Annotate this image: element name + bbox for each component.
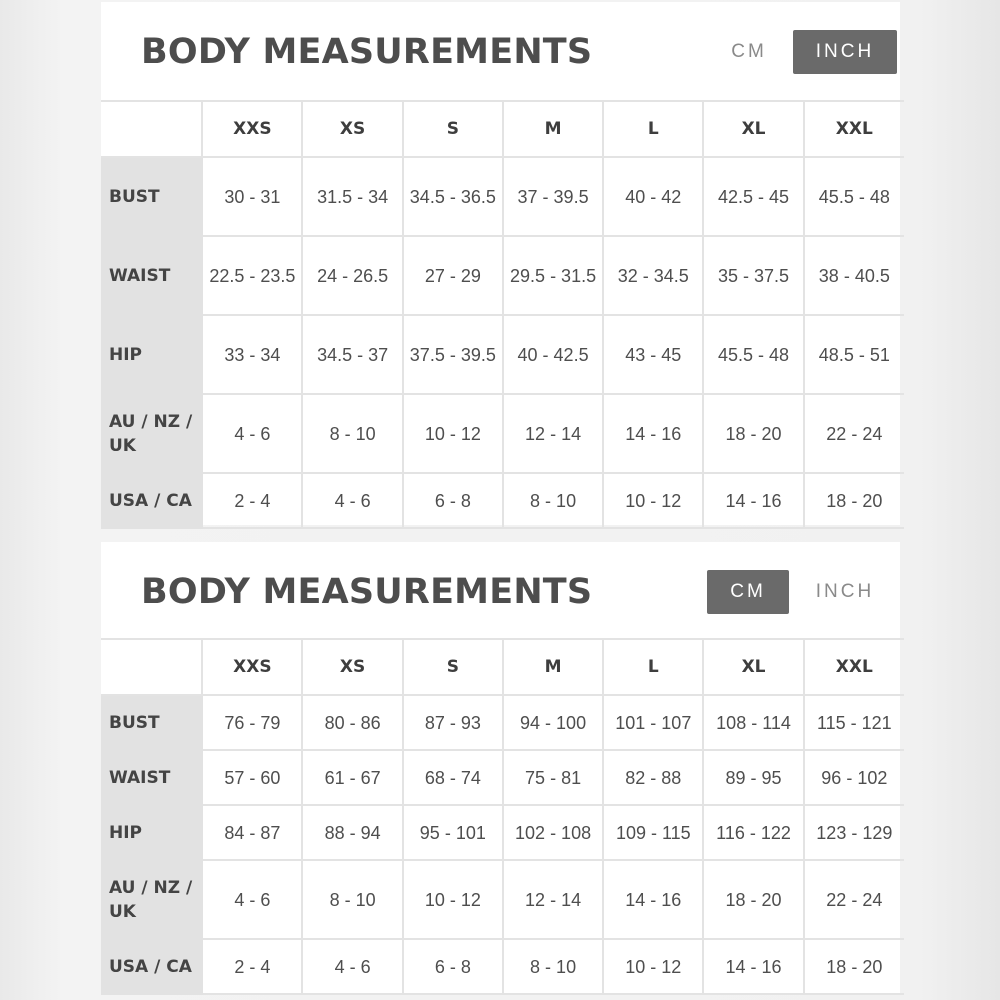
- table-cell: 22 - 24: [804, 860, 904, 939]
- unit-inch-button[interactable]: INCH: [793, 570, 897, 614]
- size-chart-cm: [101, 542, 900, 994]
- table-cell: 8 - 10: [503, 473, 603, 528]
- table-row-usa-ca: [101, 939, 904, 994]
- chart-header: [101, 542, 900, 638]
- table-cell: 76 - 79: [202, 695, 302, 750]
- table-cell: 84 - 87: [202, 805, 302, 860]
- row-label-au-nz-uk: AU / NZ / UK: [101, 860, 202, 939]
- table-cell: 42.5 - 45: [703, 157, 803, 236]
- size-header-xs: XS: [302, 101, 402, 157]
- table-row-waist: [101, 236, 904, 315]
- table-cell: 94 - 100: [503, 695, 603, 750]
- table-cell: 4 - 6: [202, 394, 302, 473]
- table-cell: 14 - 16: [703, 939, 803, 994]
- chart-title: BODY MEASUREMENTS: [141, 32, 593, 72]
- size-header-xl: XL: [703, 101, 803, 157]
- size-header-xxs: XXS: [202, 101, 302, 157]
- row-label-bust: BUST: [101, 157, 202, 236]
- table-cell: 75 - 81: [503, 750, 603, 805]
- size-header-xs: XS: [302, 639, 402, 695]
- table-cell: 96 - 102: [804, 750, 904, 805]
- table-cell: 38 - 40.5: [804, 236, 904, 315]
- size-table: [101, 638, 904, 995]
- table-cell: 68 - 74: [403, 750, 503, 805]
- table-cell: 8 - 10: [503, 939, 603, 994]
- size-header-m: M: [503, 101, 603, 157]
- table-cell: 34.5 - 36.5: [403, 157, 503, 236]
- size-header-s: S: [403, 639, 503, 695]
- table-cell: 82 - 88: [603, 750, 703, 805]
- table-row-waist: [101, 750, 904, 805]
- table-cell: 4 - 6: [302, 939, 402, 994]
- table-cell: 45.5 - 48: [703, 315, 803, 394]
- table-cell: 115 - 121: [804, 695, 904, 750]
- table-cell: 10 - 12: [403, 860, 503, 939]
- table-cell: 18 - 20: [703, 860, 803, 939]
- row-label-usa-ca: USA / CA: [101, 473, 202, 528]
- row-label-hip: HIP: [101, 805, 202, 860]
- table-cell: 8 - 10: [302, 860, 402, 939]
- table-row-usa-ca: [101, 473, 904, 528]
- table-cell: 31.5 - 34: [302, 157, 402, 236]
- table-cell: 57 - 60: [202, 750, 302, 805]
- size-chart-inch: [101, 2, 900, 525]
- table-cell: 18 - 20: [703, 394, 803, 473]
- size-header-s: S: [403, 101, 503, 157]
- table-cell: 6 - 8: [403, 939, 503, 994]
- size-header-xxs: XXS: [202, 639, 302, 695]
- row-label-bust: BUST: [101, 695, 202, 750]
- table-cell: 14 - 16: [603, 394, 703, 473]
- table-header-row: [101, 639, 904, 695]
- table-cell: 12 - 14: [503, 394, 603, 473]
- unit-inch-button[interactable]: INCH: [793, 30, 897, 74]
- table-cell: 116 - 122: [703, 805, 803, 860]
- size-header-xxl: XXL: [804, 101, 904, 157]
- table-cell: 2 - 4: [202, 473, 302, 528]
- row-label-au-nz-uk: AU / NZ / UK: [101, 394, 202, 473]
- chart-header: [101, 2, 900, 100]
- table-cell: 8 - 10: [302, 394, 402, 473]
- table-cell: 18 - 20: [804, 473, 904, 528]
- table-cell: 10 - 12: [603, 473, 703, 528]
- row-label-waist: WAIST: [101, 750, 202, 805]
- table-row-au-nz-uk: [101, 394, 904, 473]
- table-cell: 80 - 86: [302, 695, 402, 750]
- table-cell: 101 - 107: [603, 695, 703, 750]
- unit-cm-button[interactable]: CM: [697, 30, 801, 74]
- table-row-hip: [101, 805, 904, 860]
- table-cell: 34.5 - 37: [302, 315, 402, 394]
- table-cell: 48.5 - 51: [804, 315, 904, 394]
- table-cell: 109 - 115: [603, 805, 703, 860]
- table-cell: 14 - 16: [703, 473, 803, 528]
- table-cell: 10 - 12: [403, 394, 503, 473]
- table-cell: 33 - 34: [202, 315, 302, 394]
- table-corner-cell: [101, 101, 202, 157]
- size-header-xl: XL: [703, 639, 803, 695]
- table-row-hip: [101, 315, 904, 394]
- size-header-m: M: [503, 639, 603, 695]
- table-cell: 88 - 94: [302, 805, 402, 860]
- table-row-bust: [101, 157, 904, 236]
- table-cell: 10 - 12: [603, 939, 703, 994]
- table-header-row: [101, 101, 904, 157]
- table-cell: 87 - 93: [403, 695, 503, 750]
- table-cell: 14 - 16: [603, 860, 703, 939]
- table-cell: 6 - 8: [403, 473, 503, 528]
- table-cell: 18 - 20: [804, 939, 904, 994]
- table-cell: 37 - 39.5: [503, 157, 603, 236]
- table-corner-cell: [101, 639, 202, 695]
- table-cell: 40 - 42.5: [503, 315, 603, 394]
- size-header-l: L: [603, 101, 703, 157]
- table-cell: 37.5 - 39.5: [403, 315, 503, 394]
- table-cell: 40 - 42: [603, 157, 703, 236]
- table-cell: 102 - 108: [503, 805, 603, 860]
- size-table: [101, 100, 904, 529]
- size-header-xxl: XXL: [804, 639, 904, 695]
- row-label-hip: HIP: [101, 315, 202, 394]
- table-cell: 12 - 14: [503, 860, 603, 939]
- table-cell: 89 - 95: [703, 750, 803, 805]
- table-cell: 4 - 6: [202, 860, 302, 939]
- table-row-bust: [101, 695, 904, 750]
- table-cell: 29.5 - 31.5: [503, 236, 603, 315]
- table-cell: 32 - 34.5: [603, 236, 703, 315]
- row-label-usa-ca: USA / CA: [101, 939, 202, 994]
- table-cell: 123 - 129: [804, 805, 904, 860]
- row-label-waist: WAIST: [101, 236, 202, 315]
- table-cell: 2 - 4: [202, 939, 302, 994]
- table-cell: 4 - 6: [302, 473, 402, 528]
- table-cell: 30 - 31: [202, 157, 302, 236]
- size-header-l: L: [603, 639, 703, 695]
- table-cell: 35 - 37.5: [703, 236, 803, 315]
- table-row-au-nz-uk: [101, 860, 904, 939]
- table-cell: 45.5 - 48: [804, 157, 904, 236]
- table-cell: 24 - 26.5: [302, 236, 402, 315]
- table-cell: 22.5 - 23.5: [202, 236, 302, 315]
- table-cell: 22 - 24: [804, 394, 904, 473]
- table-cell: 61 - 67: [302, 750, 402, 805]
- table-cell: 95 - 101: [403, 805, 503, 860]
- chart-title: BODY MEASUREMENTS: [141, 572, 593, 612]
- unit-cm-button[interactable]: CM: [707, 570, 789, 614]
- table-cell: 27 - 29: [403, 236, 503, 315]
- table-cell: 43 - 45: [603, 315, 703, 394]
- table-cell: 108 - 114: [703, 695, 803, 750]
